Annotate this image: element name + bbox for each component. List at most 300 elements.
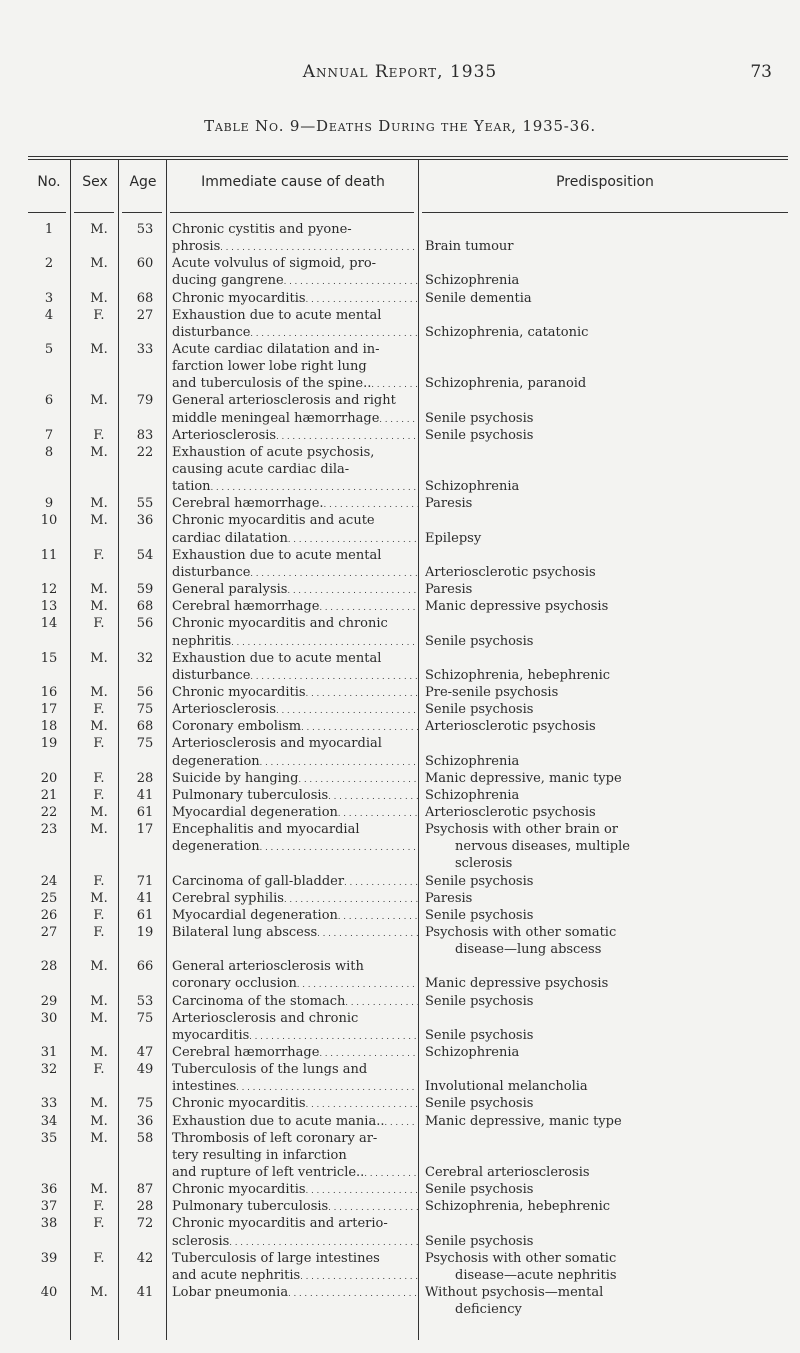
row-age: 22 [136,444,154,460]
predisposition-cell [425,427,791,444]
row-number: 1 [44,222,54,237]
row-age: 87 [136,1182,154,1198]
cause-line: ducing gangrene [172,273,284,289]
table-row [0,924,800,958]
row-sex: M. [90,1285,108,1301]
predisposition-cell [425,255,791,289]
cause-line: disturbance [172,324,251,340]
cause-line: Pulmonary tuberculosis [172,787,329,803]
cause-cell [172,804,418,821]
row-number: 30 [40,1010,58,1026]
cause-cell [172,735,418,769]
predisposition-line [425,444,791,461]
row-age: 72 [136,1216,154,1232]
page-number: 73 [750,62,772,82]
predisposition-line: Arteriosclerotic psychosis [425,564,596,580]
predisposition-cell [425,890,791,907]
cause-cell [172,873,418,890]
row-age: 33 [136,342,154,358]
row-sex: F. [93,547,105,563]
row-sex: F. [93,1199,105,1215]
predisposition-line [425,392,791,409]
row-sex: F. [93,1216,105,1232]
cause-line: Tuberculosis of the lungs and [172,1062,368,1078]
dot-leader [328,1198,418,1215]
table-row [0,307,800,341]
cause-cell [172,1044,418,1061]
row-number: 5 [44,342,54,358]
dot-leader [260,838,418,855]
cause-line: Cerebral hæmorrhage [172,1044,320,1060]
row-sex: M. [90,1182,108,1198]
row-age: 42 [136,1250,154,1266]
row-sex: M. [90,804,108,820]
predisposition-line: Brain tumour [425,239,514,255]
row-age: 75 [136,1010,154,1026]
row-age: 36 [136,1113,154,1129]
table-title: Table No. 9—Deaths During the Year, 1935-36. [204,117,596,135]
top-rule [28,156,788,157]
row-number: 34 [40,1113,58,1129]
predisposition-line: Psychosis with other somatic [425,1250,617,1266]
table-row [0,392,800,426]
predisposition-line [425,461,791,478]
row-number: 26 [40,907,58,923]
table-row [0,1284,800,1318]
row-sex: F. [93,907,105,923]
cause-line: degeneration [172,839,260,855]
row-sex: M. [90,993,108,1009]
predisposition-cell [425,924,791,958]
predisposition-cell [425,1215,791,1249]
cause-cell [172,1061,418,1095]
cause-line: cardiac dilatation [172,530,288,546]
predisposition-line: Paresis [425,496,473,512]
row-sex: F. [93,702,105,718]
cause-cell [172,890,418,907]
row-number: 19 [40,736,58,752]
row-number: 38 [40,1216,58,1232]
row-age: 17 [136,822,154,838]
row-age: 55 [136,496,154,512]
predisposition-line: Senile psychosis [425,702,534,718]
predisposition-line [425,735,791,752]
predisposition-cell [425,547,791,581]
predisposition-line: Schizophrenia, hebephrenic [425,667,611,683]
row-sex: M. [90,599,108,615]
cause-line: General arteriosclerosis and right [172,393,396,409]
cause-line: Thrombosis of left coronary ar- [172,1130,378,1146]
row-age: 61 [136,907,154,923]
cause-line: Chronic cystitis and pyone- [172,222,352,237]
row-number: 16 [40,684,58,700]
cause-line: disturbance [172,667,251,683]
predisposition-cell [425,958,791,992]
cause-line: Cerebral hæmorrhage. [172,496,324,512]
predisposition-line: Psychosis with other brain or [425,822,618,838]
table-row [0,684,800,701]
predisposition-line [425,358,791,375]
row-sex: F. [93,787,105,803]
cause-line: Lobar pneumonia [172,1285,289,1301]
row-age: 68 [136,719,154,735]
predisposition-cell [425,512,791,546]
dot-leader [324,495,418,512]
row-number: 4 [44,307,54,323]
cause-cell [172,770,418,787]
cause-line: Myocardial degeneration [172,804,338,820]
dot-leader [288,1284,418,1301]
dot-leader [319,598,418,615]
cause-line: intestines [172,1079,237,1095]
row-sex: M. [90,496,108,512]
table-row [0,907,800,924]
table-row [0,615,800,649]
dot-leader [371,375,418,392]
cause-line: middle meningeal hæmorrhage [172,410,380,426]
row-number: 25 [40,890,58,906]
header-underline [422,212,788,213]
cause-line: Chronic myocarditis and arterio- [172,1216,388,1232]
cause-line: coronary occlusion [172,976,297,992]
row-age: 75 [136,1096,154,1112]
predisposition-cell [425,718,791,735]
cause-line: General arteriosclerosis with [172,959,364,975]
predisposition-cell [425,1113,791,1130]
dot-leader [344,873,418,890]
predisposition-cell [425,495,791,512]
cause-line: Carcinoma of gall-bladder [172,873,345,889]
row-sex: F. [93,307,105,323]
table-row [0,787,800,804]
table-row [0,1250,800,1284]
row-sex: M. [90,256,108,272]
cause-cell [172,1284,418,1301]
predisposition-cell [425,1044,791,1061]
dot-leader [384,1113,418,1130]
cause-cell [172,581,418,598]
row-number: 28 [40,959,58,975]
row-sex: F. [93,924,105,940]
dot-leader [220,238,418,255]
predisposition-line: Senile psychosis [425,427,534,443]
cause-line: Exhaustion of acute psychosis, [172,444,375,460]
row-number: 17 [40,702,58,718]
dot-leader [297,975,418,992]
dot-leader [276,701,418,718]
cause-line: Chronic myocarditis [172,684,306,700]
predisposition-line: Schizophrenia [425,1044,520,1060]
predisposition-line: disease—lung abscess [455,942,602,958]
cause-line: Arteriosclerosis [172,702,277,718]
cause-line: Arteriosclerosis and chronic [172,1010,359,1026]
table-row [0,1010,800,1044]
row-sex: M. [90,444,108,460]
cause-cell [172,684,418,701]
predisposition-line: Senile psychosis [425,873,534,889]
dot-leader [276,427,418,444]
cause-cell [172,427,418,444]
predisposition-line: Schizophrenia, hebephrenic [425,1199,611,1215]
predisposition-cell [425,581,791,598]
row-sex: F. [93,1062,105,1078]
predisposition-cell [425,1130,791,1181]
predisposition-line: Paresis [425,890,473,906]
table-row [0,1113,800,1130]
row-sex: M. [90,684,108,700]
predisposition-line: Paresis [425,582,473,598]
predisposition-line [425,1147,791,1164]
cause-line: Suicide by hanging [172,770,299,786]
cause-cell [172,341,418,392]
cause-line: Arteriosclerosis [172,427,277,443]
dot-leader [306,1095,418,1112]
row-number: 36 [40,1182,58,1198]
cause-cell [172,1130,418,1181]
predisposition-cell [425,1198,791,1215]
row-sex: M. [90,1096,108,1112]
report-title: Annual Report, 1935 [302,62,498,82]
predisposition-cell [425,821,791,872]
predisposition-cell [425,701,791,718]
table-row [0,221,800,255]
row-number: 6 [44,393,54,409]
row-sex: F. [93,1250,105,1266]
predisposition-line: Manic depressive psychosis [425,976,609,992]
predisposition-line: Schizophrenia [425,479,520,495]
dot-leader [229,1233,418,1250]
predisposition-line: Schizophrenia [425,753,520,769]
table-row [0,495,800,512]
header-underline [170,212,414,213]
header-predisposition: Predisposition [556,174,654,190]
cause-cell [172,1215,418,1249]
row-age: 61 [136,804,154,820]
cause-cell [172,718,418,735]
cause-cell [172,290,418,307]
header-underline [74,212,114,213]
row-age: 79 [136,393,154,409]
cause-line: Pulmonary tuberculosis [172,1199,329,1215]
row-sex: M. [90,1113,108,1129]
row-age: 47 [136,1044,154,1060]
row-sex: F. [93,427,105,443]
row-sex: M. [90,890,108,906]
row-age: 59 [136,582,154,598]
dot-leader [379,410,418,427]
row-age: 56 [136,684,154,700]
cause-line: and tuberculosis of the spine.. [172,376,372,392]
table-row [0,290,800,307]
predisposition-cell [425,1284,791,1318]
predisposition-line: Senile psychosis [425,1182,534,1198]
row-age: 41 [136,890,154,906]
table-row [0,821,800,872]
cause-line: Cerebral hæmorrhage [172,599,320,615]
cause-cell [172,1198,418,1215]
row-sex: M. [90,822,108,838]
row-number: 20 [40,770,58,786]
table-row [0,770,800,787]
predisposition-line: Psychosis with other somatic [425,924,617,940]
cause-cell [172,821,418,872]
row-sex: M. [90,650,108,666]
row-number: 12 [40,582,58,598]
predisposition-line: Senile psychosis [425,907,534,923]
cause-line: Exhaustion due to acute mental [172,547,382,563]
dot-leader [328,787,418,804]
dot-leader [250,324,418,341]
table-row [0,1044,800,1061]
cause-line: causing acute cardiac dila- [172,462,350,478]
table-row [0,444,800,495]
predisposition-cell [425,907,791,924]
dot-leader [306,684,418,701]
table-row [0,255,800,289]
header-underline [122,212,162,213]
cause-cell [172,1010,418,1044]
row-number: 24 [40,873,58,889]
cause-cell [172,512,418,546]
predisposition-cell [425,770,791,787]
predisposition-line: Schizophrenia [425,273,520,289]
predisposition-line: Involutional melancholia [425,1079,588,1095]
predisposition-cell [425,221,791,255]
row-age: 32 [136,650,154,666]
row-age: 75 [136,702,154,718]
table-row [0,701,800,718]
row-number: 9 [44,496,54,512]
cause-line: and rupture of left ventricle.. [172,1164,365,1180]
dot-leader [249,1027,418,1044]
cause-cell [172,924,418,958]
predisposition-line: Senile psychosis [425,1233,534,1249]
table-body [0,221,800,1318]
cause-line: General paralysis [172,582,288,598]
row-sex: M. [90,1010,108,1026]
dot-leader [338,907,418,924]
table-row [0,1130,800,1181]
predisposition-line: deficiency [455,1302,522,1318]
row-number: 40 [40,1285,58,1301]
row-number: 33 [40,1096,58,1112]
predisposition-line [425,512,791,529]
row-number: 15 [40,650,58,666]
row-sex: F. [93,770,105,786]
table-row [0,873,800,890]
cause-cell [172,255,418,289]
row-number: 10 [40,513,58,529]
table-row [0,1198,800,1215]
predisposition-line: Schizophrenia, paranoid [425,376,587,392]
dot-leader [319,1044,418,1061]
row-sex: M. [90,719,108,735]
cause-cell [172,958,418,992]
predisposition-cell [425,1181,791,1198]
dot-leader [236,1078,418,1095]
predisposition-cell [425,684,791,701]
cause-line: tery resulting in infarction [172,1147,347,1163]
cause-line: Exhaustion due to acute mental [172,307,382,323]
cause-cell [172,701,418,718]
cause-cell [172,650,418,684]
cause-cell [172,547,418,581]
row-sex: M. [90,959,108,975]
predisposition-cell [425,787,791,804]
predisposition-cell [425,1010,791,1044]
row-number: 2 [44,256,54,272]
dot-leader [260,753,418,770]
table-row [0,958,800,992]
predisposition-cell [425,873,791,890]
cause-line: Chronic myocarditis and acute [172,513,375,529]
row-sex: M. [90,582,108,598]
dot-leader [250,667,418,684]
dot-leader [284,890,418,907]
cause-cell [172,993,418,1010]
predisposition-line: Senile psychosis [425,1096,534,1112]
predisposition-line: Manic depressive psychosis [425,599,609,615]
row-number: 32 [40,1062,58,1078]
row-number: 11 [40,547,58,563]
cause-cell [172,495,418,512]
predisposition-cell [425,735,791,769]
dot-leader [345,993,418,1010]
table-row [0,598,800,615]
page-header [0,62,800,86]
dot-leader [288,530,418,547]
table-row [0,1095,800,1112]
predisposition-line: Without psychosis—mental [425,1285,604,1301]
cause-cell [172,221,418,255]
predisposition-line [425,1130,791,1147]
predisposition-line [425,1010,791,1027]
predisposition-line: Senile dementia [425,290,532,306]
row-age: 75 [136,736,154,752]
table-row [0,1061,800,1095]
row-age: 56 [136,616,154,632]
predisposition-line: Cerebral arteriosclerosis [425,1164,590,1180]
row-age: 66 [136,959,154,975]
predisposition-line: Arteriosclerotic psychosis [425,804,596,820]
dot-leader [364,1164,418,1181]
predisposition-line: Senile psychosis [425,410,534,426]
row-sex: M. [90,342,108,358]
header-no: No. [37,174,61,190]
table-row [0,1215,800,1249]
table-row [0,650,800,684]
cause-line: Arteriosclerosis and myocardial [172,736,382,752]
predisposition-line [425,615,791,632]
dot-leader [306,1181,418,1198]
predisposition-line: Arteriosclerotic psychosis [425,719,596,735]
row-sex: F. [93,873,105,889]
table-row [0,1181,800,1198]
table-row [0,718,800,735]
predisposition-cell [425,1250,791,1284]
row-number: 7 [44,427,54,443]
cause-line: tation [172,479,211,495]
predisposition-line [425,255,791,272]
row-sex: M. [90,513,108,529]
table-row [0,735,800,769]
predisposition-line: Schizophrenia, catatonic [425,324,589,340]
cause-line: Chronic myocarditis and chronic [172,616,388,632]
cause-line: and acute nephritis [172,1267,301,1283]
row-age: 41 [136,1285,154,1301]
predisposition-cell [425,650,791,684]
table-row [0,427,800,444]
